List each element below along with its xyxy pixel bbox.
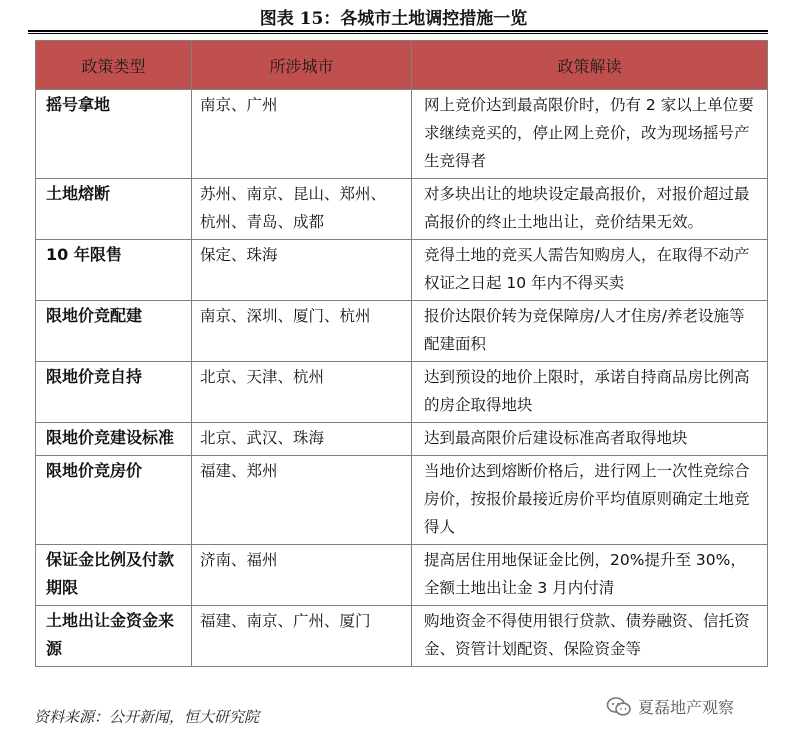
table-row — [36, 90, 768, 179]
table-row — [36, 606, 768, 667]
table-row — [36, 423, 768, 456]
header-row — [36, 41, 768, 90]
table-title: 图表 15：各城市土地调控措施一览 — [259, 9, 528, 29]
policy-type-cell: 限地价竞配建 — [36, 301, 192, 362]
interpretation-cell: 达到最高限价后建设标准高者取得地块 — [412, 423, 768, 456]
interpretation-cell: 购地资金不得使用银行贷款、债券融资、信托资金、资管计划配资、保险资金等 — [412, 606, 768, 667]
interpretation-cell: 报价达限价转为竞保障房/人才住房/养老设施等配建面积 — [412, 301, 768, 362]
interpretation-cell: 达到预设的地价上限时，承诺自持商品房比例高的房企取得地块 — [412, 362, 768, 423]
cities-cell: 苏州、南京、昆山、郑州、杭州、青岛、成都 — [192, 179, 412, 240]
table-row — [36, 362, 768, 423]
interpretation-cell: 竞得土地的竞买人需告知购房人，在取得不动产权证之日起 10 年内不得买卖 — [412, 240, 768, 301]
policy-type-cell: 限地价竞建设标准 — [36, 423, 192, 456]
cities-cell: 济南、福州 — [192, 545, 412, 606]
header-policy-type: 政策类型 — [36, 41, 192, 90]
policy-table — [35, 40, 768, 667]
cities-cell: 福建、南京、广州、厦门 — [192, 606, 412, 667]
policy-type-cell: 10 年限售 — [36, 240, 192, 301]
table-row — [36, 545, 768, 606]
header-cities: 所涉城市 — [192, 41, 412, 90]
chat-bubble-icon — [606, 696, 632, 718]
policy-type-cell: 摇号拿地 — [36, 90, 192, 179]
title-rule-thin — [28, 33, 768, 34]
table-row — [36, 301, 768, 362]
policy-type-cell: 土地出让金资金来源 — [36, 606, 192, 667]
watermark-text: 夏磊地产观察 — [638, 698, 735, 717]
table-row — [36, 240, 768, 301]
interpretation-cell: 提高居住用地保证金比例，20%提升至 30%，全额土地出让金 3 月内付清 — [412, 545, 768, 606]
title-rule — [28, 30, 768, 32]
source-note: 资料来源：公开新闻，恒大研究院 — [34, 708, 260, 726]
cities-cell: 南京、深圳、厦门、杭州 — [192, 301, 412, 362]
cities-cell: 北京、天津、杭州 — [192, 362, 412, 423]
interpretation-cell: 网上竞价达到最高限价时，仍有 2 家以上单位要求继续竞买的，停止网上竞价，改为现场摇号产生竞得者 — [412, 90, 768, 179]
policy-type-cell: 土地熔断 — [36, 179, 192, 240]
watermark — [606, 695, 734, 718]
interpretation-cell: 当地价达到熔断价格后，进行网上一次性竞综合房价，按报价最接近房价平均值原则确定土地竞得人 — [412, 456, 768, 545]
policy-type-cell: 限地价竞房价 — [36, 456, 192, 545]
policy-type-cell: 保证金比例及付款期限 — [36, 545, 192, 606]
cities-cell: 福建、郑州 — [192, 456, 412, 545]
cities-cell: 南京、广州 — [192, 90, 412, 179]
cities-cell: 北京、武汉、珠海 — [192, 423, 412, 456]
table-row — [36, 456, 768, 545]
interpretation-cell: 对多块出让的地块设定最高报价，对报价超过最高报价的终止土地出让，竞价结果无效。 — [412, 179, 768, 240]
cities-cell: 保定、珠海 — [192, 240, 412, 301]
table-row — [36, 179, 768, 240]
header-interpretation: 政策解读 — [412, 41, 768, 90]
policy-type-cell: 限地价竞自持 — [36, 362, 192, 423]
